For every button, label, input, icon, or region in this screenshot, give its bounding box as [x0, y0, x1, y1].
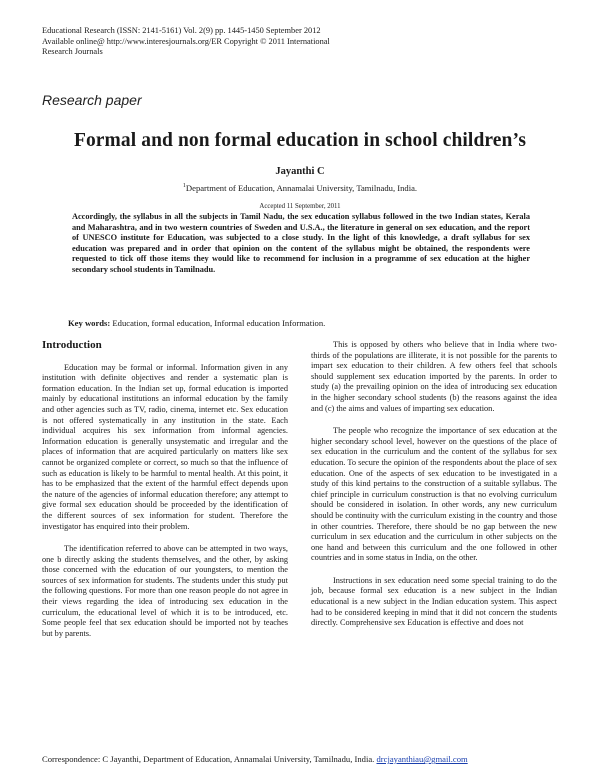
correspondence-text: Correspondence: C Jayanthi, Department of Education, Annamalai University, Tamilnadu, India.	[42, 754, 375, 764]
paragraph: Instructions in sex education need some special training to do the job, because formal sex education is a new subject in the Indian educational is a new subject in the Indian education system. This aspect had to be considered keeping in mind that it did not concern the students directly. Comprehensive sex Education is effective and does not	[311, 575, 557, 628]
keywords-label: Key words:	[68, 318, 111, 328]
paragraph: The identification referred to above can be attempted in two ways, one b directly asking the students themselves, and the other, by asking those concerned with the education of our youngsters, to mention the sources of sex information for students. The students under this study put the following questions. For more than one reason people do not agree in their views regarding the idea of introducing sex education in the curriculum, the educational level of which it is to be introduced, etc. Some people feel that sex education should be imported not by teaches but by parents.	[42, 544, 288, 638]
citation-line: Educational Research (ISSN: 2141-5161) Vol. 2(9) pp. 1445-1450 September 2012	[42, 26, 321, 35]
article-type: Research paper	[42, 92, 142, 108]
citation-line: Research Journals	[42, 47, 103, 57]
keywords	[68, 318, 325, 328]
paragraph: Education may be formal or informal. Information given in any institution with definite objectives and render a systematic plan is formation education. In the Indian set up, formal education is imported mainly by educational institutions an informal education by the family and other agencies such as TV, radio, cinema, internet etc. Sex education is not offered systematically in any institution in the state. Each individual acquires his sex information from informal agencies. Information education is generally unsystematic and irregular and the places of information that are acquired particularly on matters like sex cannot be organized complete or correct, so much so that the influence of such as education is likely to be harmful to mental health. At this point, it has to be emphasized that the extent of the harmful effect depends upon the nature of the agencies of informal education therefore; any attempt to give formal sex education should be proceeded by the identification of the different sources of sex information for student. Therefore the investigator has enquired into their problem.	[42, 362, 288, 531]
citation-line: Available online@ http://www.interesjournals.org/ER Copyright © 2011 International	[42, 36, 330, 46]
right-column	[311, 340, 557, 641]
paragraph: The people who recognize the importance of sex education at the higher secondary school level, however on the questions of the place of sex education in the curriculum and the content of the syllabus for sex education. To secure the opinion of the respondents about the place of sex education. One of the aspects of sex education to be investigated in a study of this kind pertains to the construction of a suitable syllabus. The chief principle in curriculum construction is that no evolving curriculum should be considered in isolation. In other words, any new curriculum should be continuity with the curriculum existing in the country and those in other countries. Therefore, there should be no gap between the new curriculum in sex education and the curriculum in other subjects on the one hand and between this curriculum and the one followed in other countries and in some status in India, on the other.	[311, 426, 557, 563]
author-name: Jayanthi C	[275, 166, 325, 177]
section-heading: Introduction	[42, 339, 102, 351]
correspondence-footer	[42, 754, 468, 764]
email-link[interactable]: drcjayanthiau@gmail.com	[376, 754, 468, 764]
left-column	[42, 340, 288, 651]
affiliation	[0, 183, 600, 193]
paragraph: This is opposed by others who believe that in India where two-thirds of the populations are illiterate, it is not possible for the parents to impart sex education to their children. A few others feel that schools should supplement sex education imported by the parents. In order to study (a) the prevailing opinion on the idea of introducing sex education in the higher secondary school students (b) the reasons against the idea and (c) the aims and values of imparting sex education.	[311, 340, 557, 413]
journal-citation	[42, 26, 462, 58]
paper-title: Formal and non formal education in school children’s	[73, 130, 527, 151]
abstract: Accordingly, the syllabus in all the subjects in Tamil Nadu, the sex education syllabus followed in the two Indian states, Kerala and Maharashtra, and in two western countries of Sweden and U.S.A., the literature in general on sex education, and the report of UNESCO institute for Education, was subjected to a close study. In the light of this knowledge, a draft syllabus for sex education was prepared and in order that opinion on the content of the syllabus might be obtained, the respondents were requested to tick off those items they would like to recommend for inclusion in a programme of sex education at the higher secondary school students in Tamilnadu.	[72, 212, 530, 274]
accepted-date: Accepted 11 September, 2011	[259, 203, 341, 210]
affiliation-text: Department of Education, Annamalai University, Tamilnadu, India.	[185, 183, 418, 193]
affiliation-marker: 1	[182, 183, 186, 190]
keywords-text: Education, formal education, Informal education Information.	[112, 318, 326, 328]
